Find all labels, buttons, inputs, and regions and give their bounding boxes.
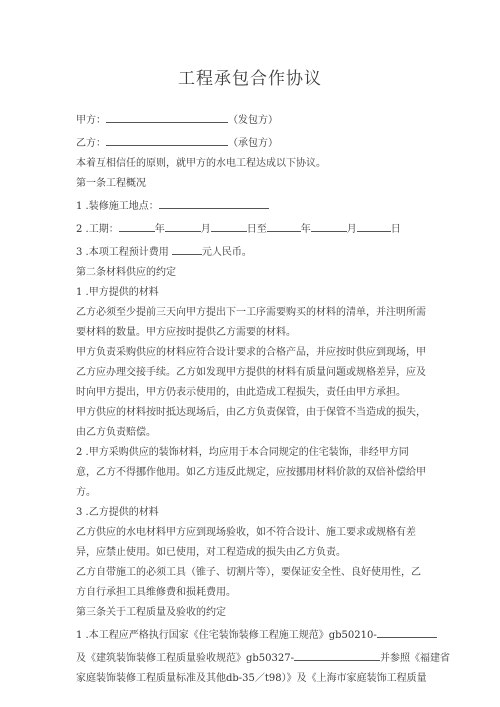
article-3-line-2 — [76, 650, 450, 665]
article-3-line-3: 家庭装饰装修工程质量标准及其他db-35／t98）》及《上海市家庭装饰工程质量 — [76, 673, 427, 684]
cost-unit: 元人民币。 — [201, 247, 252, 258]
article-2-paragraph: 乙方必须至少提前三天向甲方提出下一工序需要购买的材料的清单，并注明所需要材料的数量。甲方应按时提供乙方需要的材料。 — [76, 307, 426, 338]
cost-label: 3 .本项工程预计费用 — [76, 247, 169, 258]
party-b-label: 乙方： — [76, 138, 106, 149]
intro-text: 本着互相信任的原则，就甲方的水电工程达成以下协议。 — [76, 158, 326, 169]
article-1-item-1 — [76, 198, 428, 213]
end-year-blank — [267, 221, 301, 232]
start-year-unit: 年 — [154, 224, 165, 235]
site-address-label: 1 .装修施工地点： — [76, 201, 159, 212]
document-title: 工程承包合作协议 — [178, 69, 322, 89]
party-a-blank — [106, 112, 228, 123]
site-address-blank — [159, 198, 269, 209]
document-body — [76, 112, 450, 693]
article-1-item-3 — [76, 244, 428, 259]
party-a-line — [76, 112, 428, 127]
start-day-blank — [211, 221, 247, 232]
article-3-heading: 第三条关于工程质量及验收的约定 — [76, 607, 226, 618]
end-day-unit: 日 — [390, 224, 401, 235]
party-a-role: （发包方） — [228, 115, 278, 126]
article-3-line-1 — [76, 627, 428, 642]
end-year-unit: 年 — [300, 224, 311, 235]
end-day-blank — [357, 221, 391, 232]
article-2-sub-3: 3 .乙方提供的材料 — [76, 507, 159, 518]
party-b-role: （承包方） — [228, 138, 278, 149]
article-2-paragraph: 2 .甲方采购供应的装饰材料，均应用于本合同规定的住宅装饰，非经甲方同意，乙方不得挪作他用。如乙方违反此规定，应按挪用材料价款的双倍补偿给甲方。 — [76, 447, 426, 498]
article-2-paragraph: 甲方负责采购供应的材料应符合设计要求的合格产品，并应按时供应到现场，甲乙方应办理交接手续。乙方如发现甲方提供的材料有质量问题或规格差异，应及时向甲方提出，甲方仍表示使用的，由此造成工程损失，责任由甲方承担。 — [76, 347, 426, 398]
article-2-paragraph: 乙方自带施工的必须工具（锥子、切割片等），要保证安全性、良好使用性，乙方自行承担工具维修费和损耗费用。 — [76, 567, 421, 598]
standard-ref-2: 及《建筑装饰装修工程质量验收规范》gb50327- — [76, 653, 294, 664]
duration-label: 2 .工期： — [76, 224, 119, 235]
standard-ref-3: 并参照《福建省 — [380, 653, 450, 664]
start-day-unit: 日至 — [246, 224, 267, 235]
cost-blank — [172, 244, 202, 255]
article-2-heading: 第二条材料供应的约定 — [76, 267, 176, 278]
end-month-blank — [311, 221, 347, 232]
standard-year-blank-2 — [294, 650, 380, 661]
start-month-unit: 月 — [200, 224, 211, 235]
start-month-blank — [165, 221, 201, 232]
party-a-label: 甲方： — [76, 115, 106, 126]
article-1-heading: 第一条工程概况 — [76, 178, 146, 189]
standard-year-blank-1 — [377, 627, 437, 638]
article-2-sub-1: 1 .甲方提供的材料 — [76, 287, 159, 298]
article-1-item-2 — [76, 221, 428, 236]
article-2-paragraph: 乙方供应的水电材料甲方应到现场验收，如不符合设计、施工要求或规格有差异，应禁止使用。如已使用，对工程造成的损失由乙方负责。 — [76, 527, 416, 558]
end-month-unit: 月 — [346, 224, 357, 235]
party-b-blank — [106, 135, 228, 146]
article-2-paragraph: 甲方供应的材料按时抵达现场后，由乙方负责保管，由于保管不当造成的损失，由乙方负责赔偿。 — [76, 407, 426, 438]
standard-ref-1: 1 .本工程应严格执行国家《住宅装饰装修工程施工规范》gb50210- — [76, 630, 377, 641]
party-b-line — [76, 135, 428, 150]
start-year-blank — [119, 221, 155, 232]
